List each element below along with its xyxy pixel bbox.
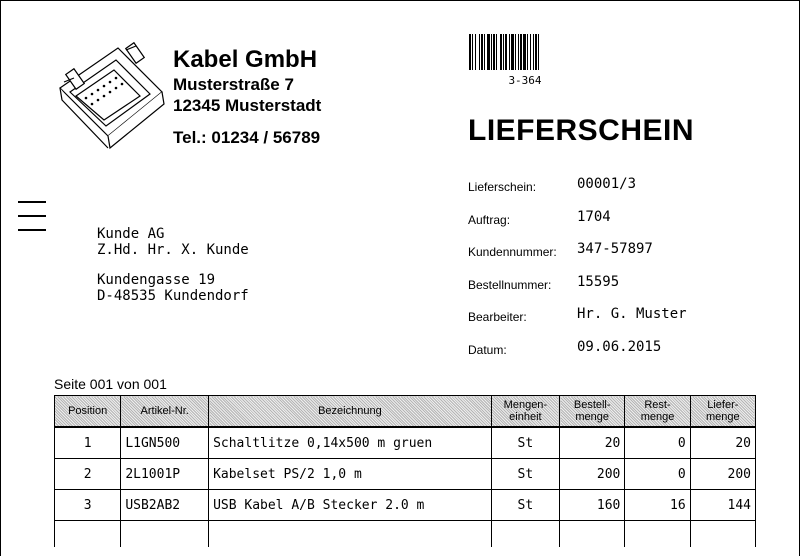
company-name: Kabel GmbH <box>173 46 318 73</box>
cell-position: 3 <box>55 490 121 521</box>
cell-bezeichnung: Kabelset PS/2 1,0 m <box>209 459 492 490</box>
barcode-bar <box>520 34 522 70</box>
table-header-row <box>55 396 756 428</box>
barcode-bar <box>491 34 492 70</box>
table-row <box>55 459 756 490</box>
cell-bezeichnung: Schaltlitze 0,14x500 m gruen <box>209 427 492 459</box>
cell-einheit: St <box>491 427 559 459</box>
barcode-bar <box>487 34 490 70</box>
meta-value: 00001/3 <box>577 176 637 192</box>
cell-liefermenge: 200 <box>690 459 755 490</box>
barcode-text: 3-364 <box>508 74 542 87</box>
meta-label: Lieferschein: <box>468 180 537 194</box>
cell-liefermenge: 20 <box>690 427 755 459</box>
meta-value: Hr. G. Muster <box>577 306 687 322</box>
meta-value: 09.06.2015 <box>577 338 662 355</box>
company-phone: Tel.: 01234 / 56789 <box>173 128 321 147</box>
table-row <box>55 427 756 459</box>
barcode-bar <box>505 34 507 70</box>
barcode-bar <box>511 34 514 70</box>
barcode-bar <box>484 34 485 70</box>
table-row <box>55 490 756 521</box>
meta-value: 15595 <box>577 273 620 290</box>
meta-label: Datum: <box>468 342 507 357</box>
meta-value: 1704 <box>577 208 611 225</box>
barcode-bar <box>509 34 510 70</box>
meta-label: Auftrag: <box>468 212 511 227</box>
cell-position: 1 <box>55 427 121 459</box>
cell-restmenge: 0 <box>625 459 690 490</box>
fold-mark <box>18 229 46 231</box>
document-title: LIEFERSCHEIN <box>468 114 695 147</box>
column-header-bestellmenge: Bestell- menge <box>560 396 625 428</box>
cell-restmenge: 16 <box>625 490 690 521</box>
column-header-bezeichnung: Bezeichnung <box>209 396 492 428</box>
barcode-bar <box>535 34 537 70</box>
page-info: Seite 001 von 001 <box>54 376 167 392</box>
barcode-bar <box>472 34 473 70</box>
barcode-bar <box>533 34 534 70</box>
barcode-bar <box>500 34 502 70</box>
barcode-bar <box>493 34 495 70</box>
barcode <box>469 34 579 70</box>
meta-label: Bestellnummer: <box>468 277 552 292</box>
barcode-bar <box>515 34 516 70</box>
cell-bestellmenge: 160 <box>560 490 625 521</box>
column-header-artikel: Artikel-Nr. <box>121 396 209 428</box>
address-line: D-48535 Kundendorf <box>97 288 249 304</box>
barcode-bar <box>527 34 528 70</box>
column-header-mengeneinheit: Mengen- einheit <box>491 396 559 428</box>
company-block <box>173 46 321 148</box>
barcode-bar <box>518 34 519 70</box>
meta-label: Bearbeiter: <box>468 310 527 324</box>
address-line: Kundengasse 19 <box>97 272 216 288</box>
meta-value: 347-57897 <box>577 241 653 257</box>
barcode-bar <box>481 34 483 70</box>
address-line: Kunde AG <box>97 226 165 242</box>
address-line: Z.Hd. Hr. X. Kunde <box>97 242 249 258</box>
barcode-bar <box>530 34 531 70</box>
recipient-address <box>97 226 249 304</box>
barcode-bar <box>475 34 476 70</box>
cell-bezeichnung: USB Kabel A/B Stecker 2.0 m <box>209 490 492 521</box>
fold-mark <box>18 215 46 217</box>
cell-bestellmenge: 200 <box>560 459 625 490</box>
column-header-position: Position <box>55 396 121 428</box>
barcode-bar <box>523 34 526 70</box>
barcode-bar <box>479 34 480 70</box>
barcode-bar <box>496 34 497 70</box>
column-header-liefermenge: Liefer- menge <box>690 396 755 428</box>
barcode-bar <box>503 34 504 70</box>
cell-artikel: L1GN500 <box>121 427 209 459</box>
column-header-restmenge: Rest- menge <box>625 396 690 428</box>
cell-einheit: St <box>491 490 559 521</box>
cell-einheit: St <box>491 459 559 490</box>
items-table <box>54 395 756 547</box>
cell-position: 2 <box>55 459 121 490</box>
dsub-connector-icon <box>50 40 168 150</box>
cell-restmenge: 0 <box>625 427 690 459</box>
cell-artikel: USB2AB2 <box>121 490 209 521</box>
company-city: 12345 Musterstadt <box>173 96 322 115</box>
fold-mark <box>18 201 46 203</box>
cell-bestellmenge: 20 <box>560 427 625 459</box>
meta-label: Kundennummer: <box>468 245 557 259</box>
barcode-bar <box>538 34 539 70</box>
cell-artikel: 2L1001P <box>121 459 209 490</box>
barcode-bar <box>469 34 471 70</box>
cell-liefermenge: 144 <box>690 490 755 521</box>
company-street: Musterstraße 7 <box>173 75 294 94</box>
table-row-empty <box>55 521 756 548</box>
